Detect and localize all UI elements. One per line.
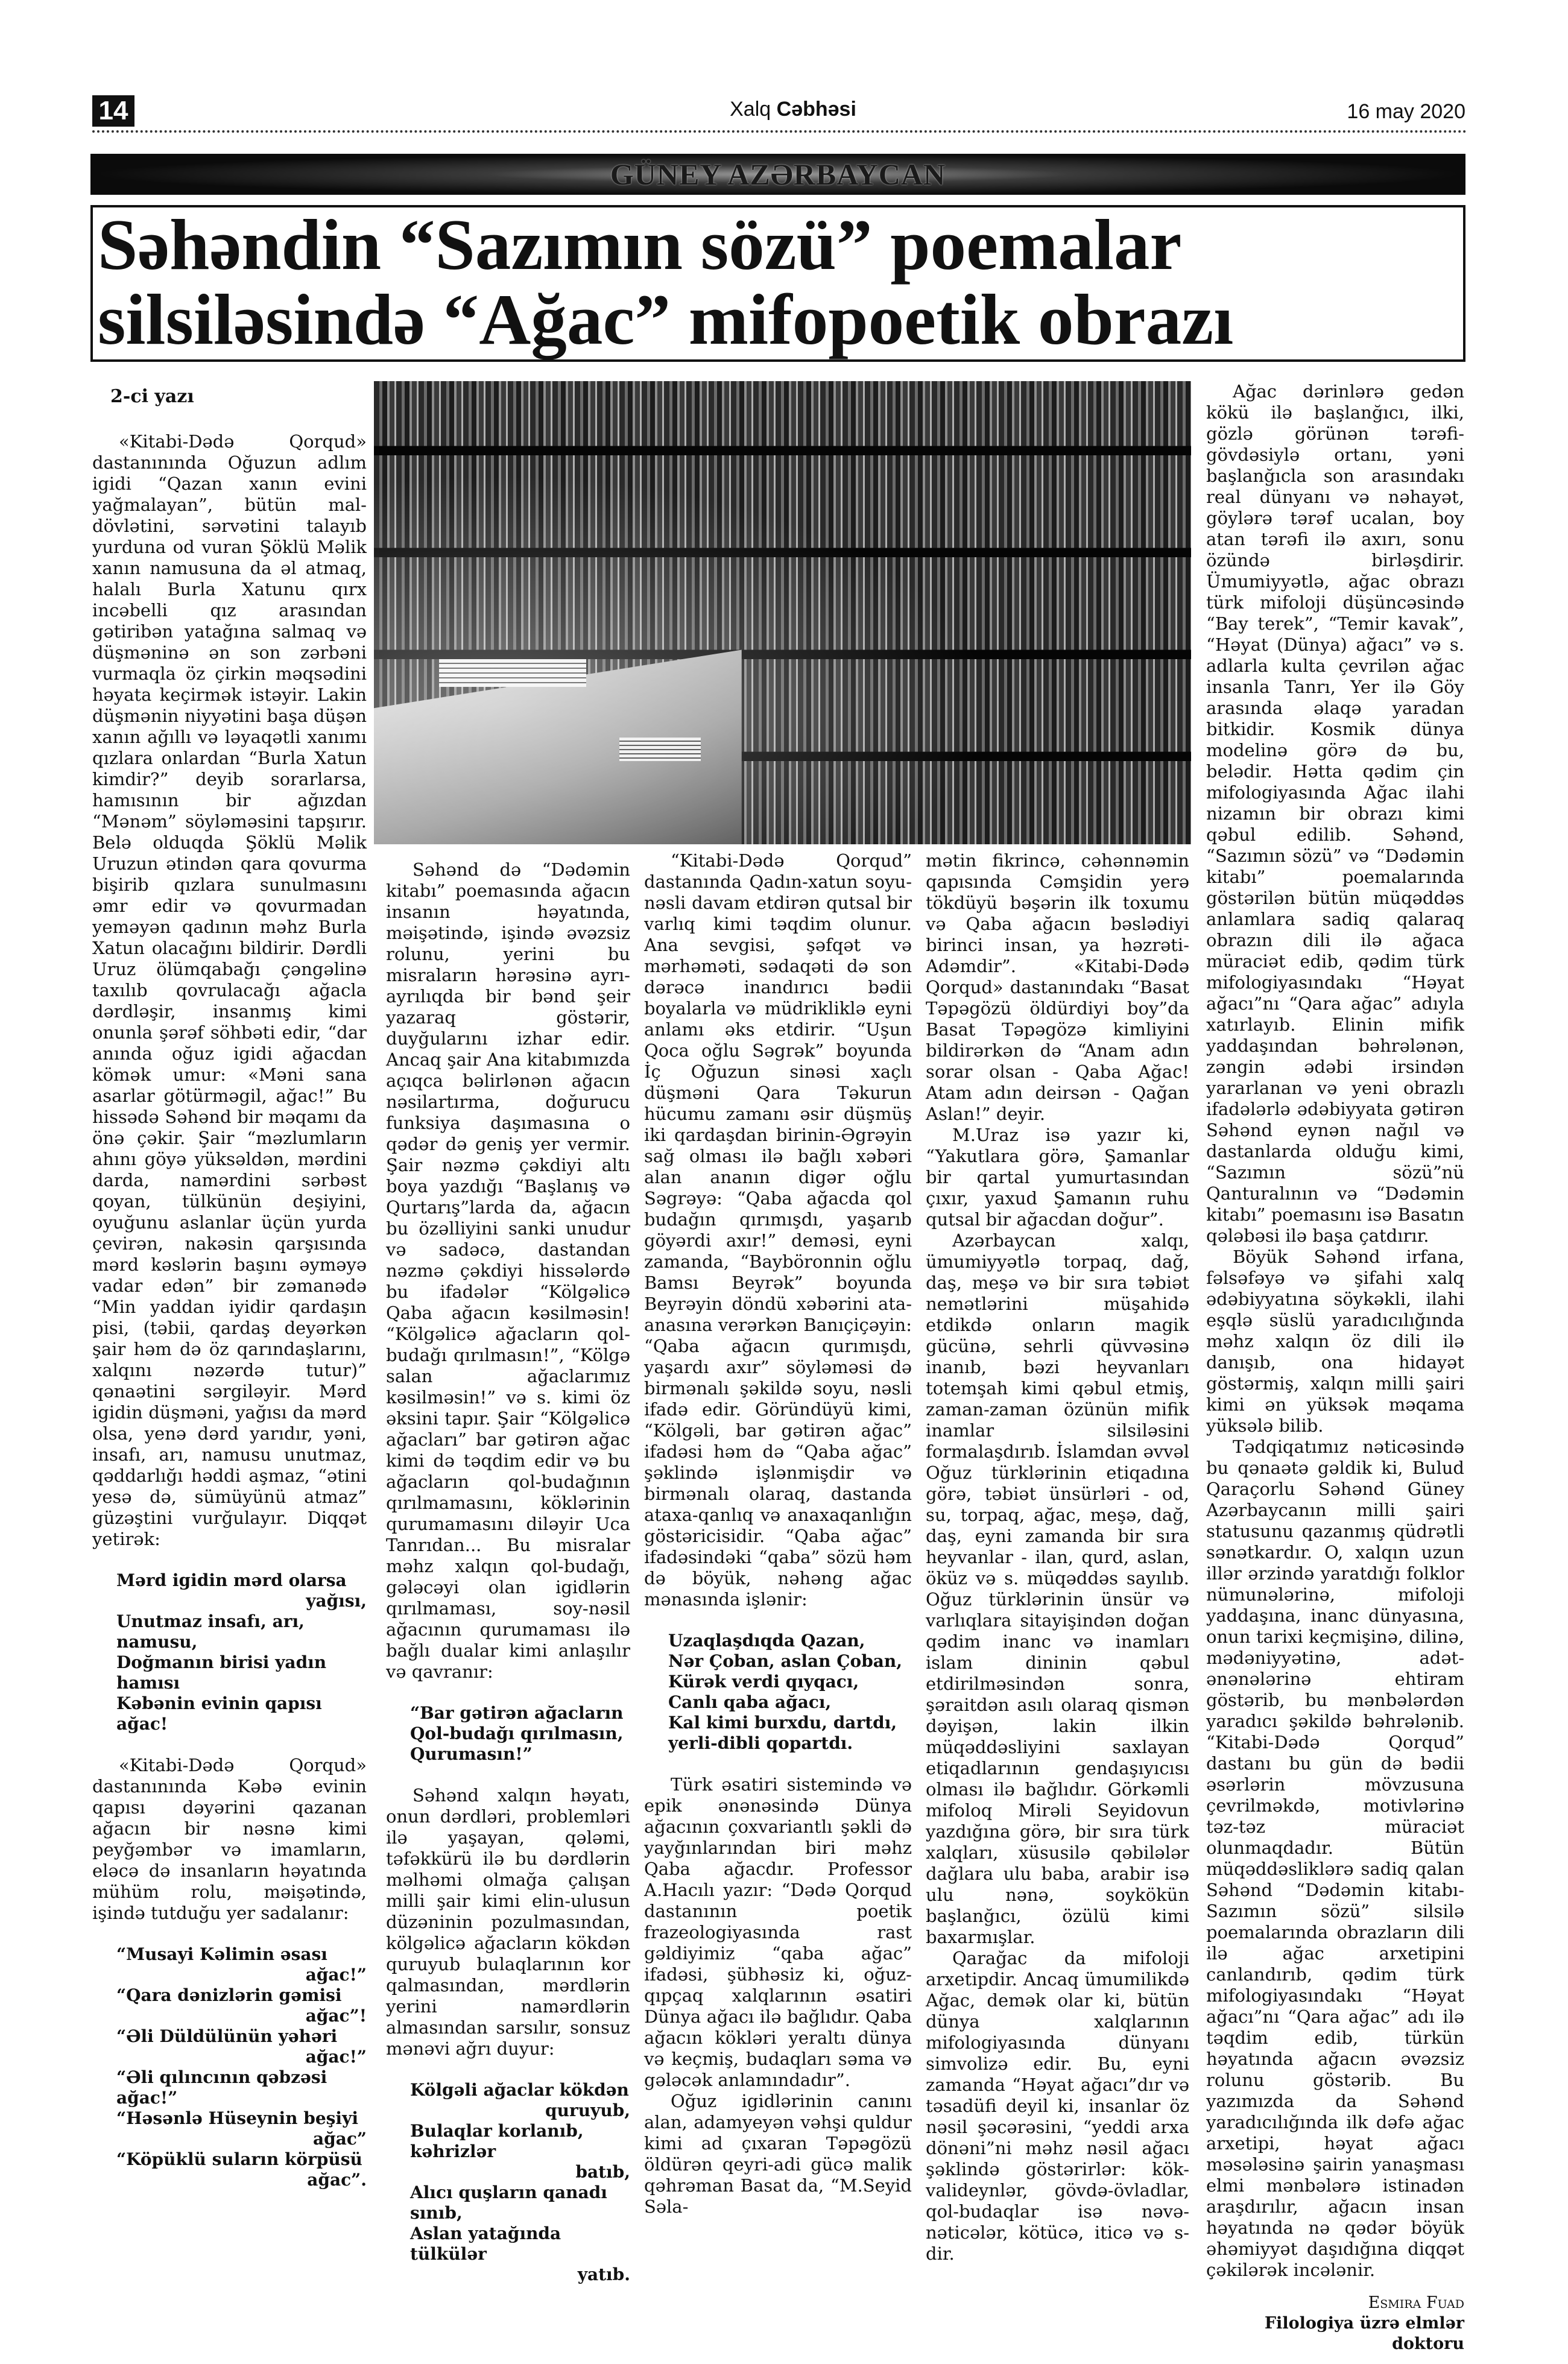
poem-line: “Bar gətirən ağacların <box>410 1703 624 1723</box>
poem-line: ağac!” <box>305 2047 367 2067</box>
article-column-2 <box>386 859 630 2306</box>
poem-line: ağac”! <box>305 2006 367 2026</box>
page-number: 14 <box>92 95 134 127</box>
header-divider <box>92 130 1467 133</box>
paragraph: Türk əsatiri sistemində və epik ənənəsində Dünya ağacının çoxvariantlı şəkli də yayğınlarından biri məhz Qaba ağacdır. Professor A.Hacılı yazır: “Dədə Qorqud dastanının poetik frazeologiyasında rast gəldiyimiz “qaba ağac” ifadəsi, şübhəsiz ki, oğuz-qıpçaq xalqlarının əsatiri Dünya ağacı ilə bağlıdır. Qaba ağacın kökləri yeraltı dünya və keçmiş, budaqları səma və gələcək anlamındadır”. <box>644 1774 912 2090</box>
headline-line-1: Səhəndin “Sazımın sözü” poemalar <box>97 205 1182 285</box>
paragraph: Azərbaycan xalqı, ümumiyyətlə torpaq, dağ, daş, meşə və bir sıra təbiət nemətlərini müşahidə etdikdə onların magik gücünə, sehrli qüvvəsinə inanıb, bəzi heyvanları totemşah kimi qəbul etmiş, zaman-zaman özünün mifik inamlar silsiləsini formalaşdırıb. İslamdan əvvəl Oğuz türklərinin etiqadına görə, təbiət ünsürləri - od, su, torpaq, ağac, meşə, dağ, daş, eyni zamanda bir sıra heyvanlar - ilan, qurd, aslan, öküz və s. müqəddəs sayılıb. Oğuz türklərinin ünsür və varlıqlara sitayişindən doğan qədim inanc və inamları islam dininin qəbul etdirilməsindən sonra, şəraitdən asılı olaraq qismən dəyişən, lakin ilkin müqəddəsliyini saxlayan etiqadlarının gendaşıyıcısı olması ilə bağlıdır. Görkəmli mifoloq Mirəli Seyidovun yazdığına görə, bir sıra türk xalqları, xüsusilə qəbilələr dağlara ulu baba, arabir isə ulu nənə, soykökün başlanğıcı, özülü kimi baxarmışlar. <box>926 1230 1189 1947</box>
poem-line: Kürək verdi qıyqacı, <box>668 1672 859 1692</box>
paragraph: Tədqiqatımız nəticəsində bu qənaətə gəldik ki, Bulud Qaraçorlu Səhənd Güney Azərbaycanın milli şairi statusunu qazanmış qüdrətli sənətkardır. O, xalqın uzun illər ərzində yaratdığı folklor nümunələrinə, mifoloji yaddaşına, inanc dünyasına, onun tarixi keçmişinə, dilinə, mədəniyyətinə, adət-ənənələrinə ehtiram göstərib, bu mənbələrdən yaradıcı şəkildə bəhrələnib. “Kitabi-Dədə Qorqud” dastanı bu gün də bədii əsərlərin mövzusuna çevrilməkdə, motivlərinə təz-təz müraciət olunmaqdadır. Bütün müqəddəsliklərə sadiq qalan Səhənd “Dədəmin kitabı-Sazımın sözü” silsilə poemalarında obrazların dili ilə ağac arxetipini canlandırıb, qədim türk mifologiyasındakı “Həyat ağacı”nı “Qara ağac” adı ilə təqdim edib, türkün həyatında ağacın əvəzsiz rolunu göstərib. Bu yazımızda da Səhənd yaradıcılığında ilk dəfə ağac arxetipi, həyat ağacı məsələsinə şairin yanaşması elmi mənbələrə istinadən araşdırılır, ağacın insan həyatında nə qədər böyük əhəmiyyət daşıdığına diqqət çəkilərək incələnir. <box>1206 1436 1464 2280</box>
poem-line: “Musayi Kəlimin əsası <box>116 1944 327 1964</box>
poem-quote <box>668 1631 912 1754</box>
poem-line: Qurumasın!” <box>410 1744 533 1764</box>
poem-line: “Həsənlə Hüseynin beşiyi <box>116 2108 358 2128</box>
paragraph: M.Uraz isə yazır ki, “Yakutlara görə, Şamanlar bir qartal yumurtasından çıxır, yaxud Şamanın ruhu qutsal bir ağacdan doğur”. <box>926 1125 1189 1230</box>
library-bookshelf-photo <box>374 381 1191 844</box>
poem-line: Bulaqlar korlanıb, kəhrizlər <box>410 2121 584 2161</box>
poem-line: Alıcı quşların qanadı sınıb, <box>410 2182 607 2223</box>
series-label: 2-ci yazı <box>110 386 194 407</box>
poem-line: “Köpüklü suların körpüsü <box>116 2149 362 2169</box>
poem-line: Unutmaz insafı, arı, namusu, <box>116 1611 305 1652</box>
poem-line: ağac”. <box>307 2170 367 2190</box>
poem-line: “Əli Düldülünün yəhəri <box>116 2026 338 2046</box>
paragraph: Səhənd xalqın həyatı, onun dərdləri, problemləri ilə yaşayan, qələmi, təfəkkürü ilə bu dərdlərin məlhəmi olmağa çalışan milli şair kimi elin-ulusun düzəninin pozulmasından, kölgəlicə ağacların kökdən quruyub bulaqlarının kor qalmasından, mərdlərin yerini namərdlərin almasından sarsılır, sonsuz mənəvi ağrı duyur: <box>386 1785 630 2059</box>
headline-line-2: silsiləsində “Ağac” mifopoetik obrazı <box>97 279 1234 359</box>
poem-line: “Qara dənizlərin gəmisi <box>116 1985 342 2005</box>
author-signature <box>1206 2293 1464 2354</box>
poem-line: “Əli qılıncının qəbzəsi ağac!” <box>116 2067 327 2108</box>
author-name: Esmira Fuad <box>1368 2293 1464 2312</box>
paragraph: «Kitabi-Dədə Qorqud» dastanınında Kəbə evinin qapısı dəyərini qazanan ağacın bir nəsnə kimi peyğəmbər və imamların, eləcə də insanların həyatında mühüm rolu, məişətində, işində tutduğu yer sadalanır: <box>92 1755 367 1923</box>
poem-line: Canlı qaba ağacı, <box>668 1692 832 1712</box>
poem-line: Kölgəli ağaclar kökdən <box>410 2080 629 2100</box>
article-column-5 <box>1206 381 1464 2354</box>
poem-quote <box>116 1570 367 1734</box>
section-banner <box>90 154 1465 195</box>
poem-line: yatıb. <box>577 2264 630 2284</box>
author-title: doktoru <box>1392 2334 1464 2353</box>
poem-line: Aslan yatağında tülkülər <box>410 2223 561 2264</box>
poem-quote <box>410 1703 630 1765</box>
paragraph: Ağac dərinlərə gedən kökü ilə başlanğıcı, ilki, gözlə görünən tərəfi-gövdəsiylə ortanı, yəni başlanğıcla son arasındakı real dünyanı və nəhayət, göylərə tərəf ucalan, boy atan tərəfi ilə axırı, sonu özündə birləşdirir. Ümumiyyətlə, ağac obrazı türk mifoloji düşüncəsində “Bay terek”, “Temir kavak”, “Həyat (Dünya) ağacı” və s. adlarla kulta çevrilən ağac insanla Tanrı, Yer ilə Göy arasında əlaqə yaradan bitkidir. Kosmik dünya modelinə görə də bu, belədir. Hətta qədim çin mifologiyasında Ağac ilahi nizamın bir obrazı kimi qəbul edilib. Səhənd, “Sazımın sözü” və “Dədəmin kitabı” poemalarında göstərilən bütün müqəddəs anlamlara sadiq qalaraq obrazın dili ilə ağaca müraciət edib, qədim türk mifologiyasındakı “Həyat ağacı”nı “Qara ağac” adıyla xatırlayıb. Elinin mifik yaddaşından bəhrələnən, zəngin ədəbi irsindən yararlanan və yeni obrazlı ifadələrlə ədəbiyyata gətirən Səhənd eynən nağıl və dastanlarda olduğu kimi, “Sazımın sözü”nü Qanturalının və “Dədəmin kitabı” poemasını isə Basatın qələbəsi ilə başa çatdırır. <box>1206 381 1464 1246</box>
paragraph: Səhənd də “Dədəmin kitabı” poemasında ağacın insanın həyatında, məişətində, işində əvəzsiz rolunu, yerini bu misraların hərəsinə ayrı-ayrılıqda bir bənd şeir yazaraq göstərir, duyğularını izhar edir. Ancaq şair Ana kitabımızda açıqca bəlirlənən ağacın nəsilartırma, doğurucu funksiya daşımasına o qədər də geniş yer vermir. Şair nəzmə çəkdiyi altı boya yazdığı “Başlanış və Qurtarış”larda da, ağacın bu özəlliyini sanki unudur və sadəcə, dastandan nəzmə çəkdiyi hissələrdə bu ifadələr “Kölgəlicə Qaba ağacın kəsilməsin! “Kölgəlicə ağacların qol-budağı qırılmasın!”, “Kölgə salan ağaclarımız kəsilməsin!” və s. kimi öz əksini tapır. Şair “Kölgəlicə ağacları” bar gətirən ağac kimi də təqdim edir və bu ağacların qol-budağının qırılmamasını, köklərinin qurumamasını diləyir Uca Tanrıdan... Bu misralar məhz xalqın qol-budağı, gələcəyi olan igidlərin qırılmaması, soy-nəsil ağacının qurumaması ilə bağlı dualar kimi anlaşılır və qavranır: <box>386 859 630 1682</box>
article-column-1 <box>92 386 367 2211</box>
poem-quote <box>410 2080 630 2285</box>
newspaper-name-bold: Cəbhəsi <box>776 98 856 121</box>
article-column-3 <box>644 850 912 2217</box>
poem-quote <box>116 1944 367 2190</box>
photo-lighting <box>374 381 1191 844</box>
poem-line: batıb, <box>575 2162 630 2182</box>
paragraph: «Kitabi-Dədə Qorqud» dastanınında Oğuzun adlım igidi “Qazan xanın evini yağmalayan”, bütün mal-dövlətini, sərvətini talayıb yurduna od vuran Şöklü Məlik xanın namusuna da əl atmaq, halalı Burla Xatunu qırx incəbelli qız arasından gətiribən yatağına salmaq və düşməninə ən son zərbəni vurmaqla öz çirkin məqsədini həyata keçirmək istəyir. Lakin düşmənin niyyətini başa düşən xanın ağıllı və ləyaqətli xanımı qızlara onlardan “Burla Xatun kimdir?” deyib sorarlarsa, hamısının bir ağızdan “Mənəm” söyləməsini tapşırır. Belə olduqda Şöklü Məlik Uruzun ətindən qara qovurma bişirib qızlara sunulmasını əmr edir və qovurmadan yeməyən qadının məhz Burla Xatun olacağını bildirir. Dərdli Uruz ölümqabağı çəngəlinə taxılıb qovrulacağı ağacla dərdləşir, insanmış kimi onunla şərəf söhbəti edir, “dar anında oğuz igidi ağacdan kömək umur: «Məni sana asarlar götürməgil, ağac!” Bu hissədə Səhənd bir məqamı da önə çəkir. Şair “məzlumların ahını göyə yüksəldən, mərdini darda, namərdini sərbəst qoyan, tülkünün deşiyini, oyuğunu aslanlar üçün yurda çevirən, nakəsin qarşısında mərd kəslərin başını əyməyə vadar edən” bir zəmanədə “Min yaddan iyidir qardaşın pisi, (təbii, qardaş deyərkən şair həm də öz qarındaşlarını, xalqını nəzərdə tutur)” qənaətini sərgiləyir. Mərd igidin düşməni, yağısı da mərd olsa, yenə dərd yarıdır, yəni, insafı, arı, namusu unutmaz, qəddarlığı həddi aşmaz, “ətini yesə də, sümüyünü atmaz” güzəştini vurğulayır. Diqqət yetirək: <box>92 431 367 1549</box>
issue-date: 16 may 2020 <box>1347 100 1465 123</box>
poem-line: ağac” <box>312 2129 367 2149</box>
section-banner-text: GÜNEY AZƏRBAYCAN <box>610 157 946 191</box>
paragraph: Qarağac da mifoloji arxetipdir. Ancaq ümumilikdə Ağac, demək olar ki, bütün dünya xalqlarının mifologiyasında dünyanı simvolizə edir. Bu, eyni zamanda “Həyat ağacı”dır və təsadüfi deyil ki, insanlar öz nəsil şəcərəsini, “yeddi arxa dönəni”ni məhz nəsil ağacı şəklində göstərirlər: kök-valideynlər, gövdə-övladlar, qol-budaqlar isə nəvə-nəticələr, kötücə, iticə və s-dir. <box>926 1948 1189 2264</box>
article-column-4 <box>926 850 1189 2264</box>
poem-line: ağac!” <box>305 1965 367 1985</box>
poem-line: Qol-budağı qırılmasın, <box>410 1724 624 1743</box>
poem-line: Doğmanın birisi yadın hamısı <box>116 1652 327 1693</box>
poem-line: quruyub, <box>545 2100 630 2120</box>
paragraph: “Kitabi-Dədə Qorqud” dastanında Qadın-xatun soyu-nəsli davam etdirən qutsal bir varlıq kimi təqdim olunur. Ana sevgisi, şəfqət və mərhəməti, sədaqəti də son dərəcə inandırıcı bədii boyalarla və müdrikliklə eyni anlamı əks etdirir. “Uşun Qoca oğlu Səgrək” boyunda İç Oğuzun sinəsi xaçlı düşməni Qara Təkurun hücumu zamanı əsir düşmüş iki qardaşdan birinin-Əgrəyin sağ olması ilə bağlı xəbəri alan ananın digər oğlu Səgrəyə: “Qaba ağacda qol budağın qırımışdı, yaşarıb göyərdi axır!” deməsi, eyni zamanda, “Bayböronnin oğlu Bamsı Beyrək” boyunda Beyrəyin döndü xəbərini ata-anasına verərkən Banıçiçəyin: “Qaba ağacın qurımışdı, yaşardı axır” söyləməsi də birmənalı şəkildə soyu, nəsli ifadə edir. Göründüyü kimi, “Kölgəli, bar gətirən ağac” ifadəsi həm də “Qaba ağac” şəklində işlənmişdir və birmənalı olaraq, dastanda ataxa-qanlıq və anaxaqanlığın göstəricisidir. “Qaba ağac” ifadəsindəki “qaba” sözü həm də böyük, nəhəng ağac mənasında işlənir: <box>644 850 912 1610</box>
poem-line: Nər Çoban, aslan Çoban, <box>668 1651 903 1671</box>
newspaper-name <box>663 98 923 121</box>
paragraph: mətin fikrincə, cəhənnəmin qapısında Cəmşidin yerə tökdüyü bəşərin ilk toxumu və Qaba ağacın bəslədiyi birinci insan, ya həzrəti-Adəmdir”. «Kitabi-Dədə Qorqud» dastanındakı “Basat Təpəgözü öldürdiyi boy”da Basat Təpəgözə kimliyini bildirərkən də “Anam adın sorar olsan - Qaba Ağac! Atam adın deirsən - Qağan Aslan!” deyir. <box>926 850 1189 1124</box>
poem-line: Uzaqlaşdıqda Qazan, <box>668 1631 865 1651</box>
author-title: Filologiya üzrə elmlər <box>1264 2314 1464 2333</box>
newspaper-name-light: Xalq <box>730 98 771 121</box>
poem-line: Kal kimi burxdu, dartdı, <box>668 1713 897 1733</box>
poem-line: yağısı, <box>306 1591 367 1611</box>
poem-line: yerli-dibli qopartdı. <box>668 1733 853 1753</box>
article-headline <box>90 205 1465 362</box>
poem-line: Mərd igidin mərd olarsa <box>116 1570 347 1590</box>
paragraph: Böyük Səhənd irfana, fəlsəfəyə və şifahi xalq ədəbiyyatına söykəkli, ilahi eşqlə süslü yaradıcılığında məhz xalqın öz dili ilə danışıb, ona hidayət göstərmiş, xalqın milli şairi kimi ən yüksək məqama yüksələ bilib. <box>1206 1247 1464 1436</box>
poem-line: Kəbənin evinin qapısı ağac! <box>116 1693 322 1734</box>
paragraph: Oğuz igidlərinin canını alan, adamyeyən vəhşi quldur kimi ad çıxaran Təpəgözü öldürən qeyri-adi gücə malik qəhrəman Basat da, “M.Seyid Səla- <box>644 2091 912 2217</box>
